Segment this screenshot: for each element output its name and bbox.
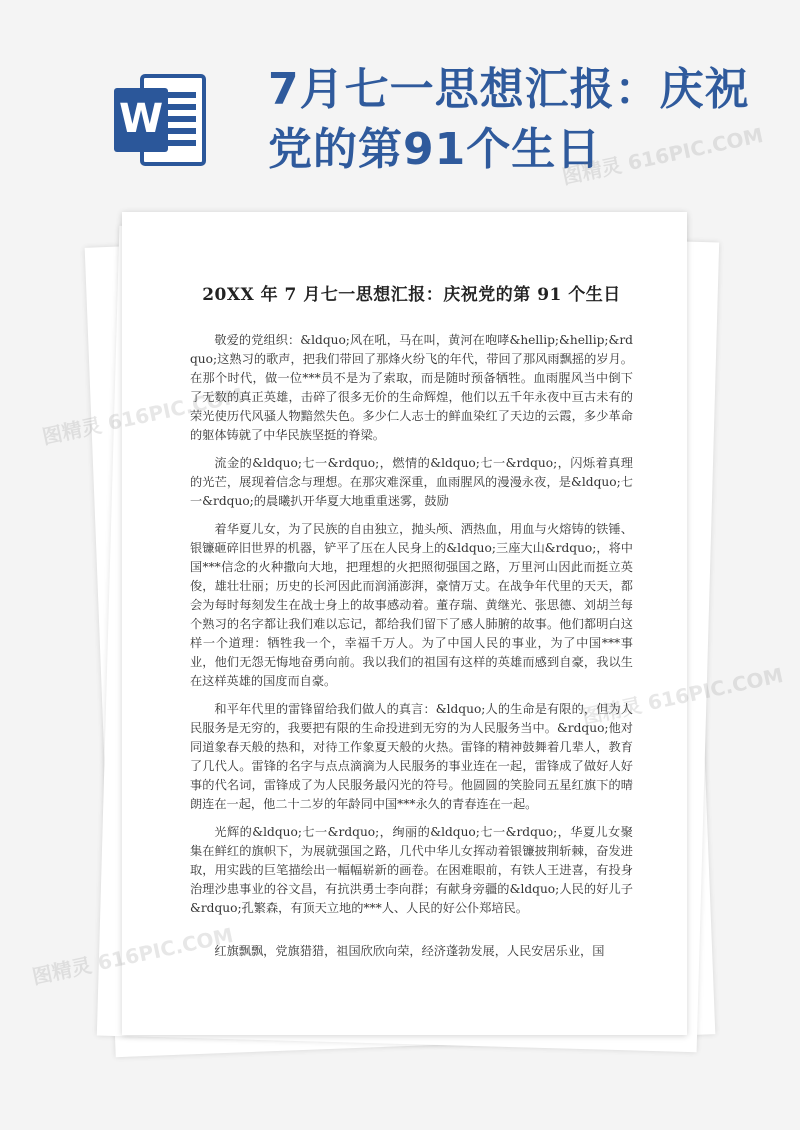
document-paragraph: 着华夏儿女，为了民族的自由独立，抛头颅、洒热血，用血与火熔铸的铁锤、银镰砸碎旧世界的机器，铲平了压在人民身上的&ldquo;三座大山&rdquo;，将中国***信念的火种撒向大地，把理想的火把照彻强国之路，万里河山因此而挺立英俊，雄壮壮丽；历史的长河因此而润涌澎湃，豪情万丈。在战争年代里的天天，都会为每时每刻发生在战士身上的故事感动着。董存瑞、黄继光、张思德、刘胡兰每个熟习的名字都让我们难以忘记，都给我们留下了感人肺腑的故事。他们都明白这样一个道理：牺牲我一个，幸福千万人。为了中国人民的事业，为了中国***事业，他们无怨无悔地奋勇向前。我以我们的祖国有这样的英雄而感到自豪，我以生在这样英雄的国度而自豪。: [190, 522, 633, 688]
watermark: 图精灵: [30, 953, 94, 989]
document-page: [122, 212, 687, 1035]
word-document-icon: [112, 70, 212, 170]
document-paragraph: 光辉的&ldquo;七一&rdquo;，绚丽的&ldquo;七一&rdquo;，华夏儿女聚集在鲜红的旗帜下，为展就强国之路，几代中华儿女挥动着银镰披荆斩棘，奋发进取，用实践的巨笔描绘出一幅幅崭新的画卷。在困难眼前，有铁人王进喜，有投身治理沙患事业的谷文昌，有抗洪勇士李向群；有献身旁疆的&ldquo;人民的好儿子&rdquo;孔繁森，有顶天立地的***人、人民的好公仆郑培民。: [190, 825, 633, 915]
document-title: 20XX 年 7 月七一思想汇报：庆祝党的第 91 个生日: [202, 285, 621, 305]
svg-text:W: W: [118, 96, 164, 142]
document-paragraph: 和平年代里的雷锋留给我们做人的真言：&ldquo;人的生命是有限的，但为人民服务是无穷的，我要把有限的生命投进到无穷的为人民服务当中。&rdquo;他对同道象春天般的热和，对待工作象夏天般的火热。雷锋的精神鼓舞着几辈人，教育了几代人。雷锋的名字与点点滴滴为人民服务的事业连在一起，雷锋成了做好人好事的代名词，雷锋成了为人民服务最闪光的符号。他圆圆的笑脸同五星红旗下的晴朗连在一起，他二十二岁的年龄同中国***永久的青春连在一起。: [190, 702, 633, 811]
document-paragraph: 流金的&ldquo;七一&rdquo;，燃情的&ldquo;七一&rdquo;，闪烁着真理的光芒，展现着信念与理想。在那灾难深重，血雨腥风的漫漫永夜，是&ldquo;七一&rdquo;的晨曦扒开华夏大地重重迷雾，鼓励: [190, 456, 633, 508]
watermark: 图精灵 616PIC.COM: [560, 122, 766, 189]
page-header: [0, 0, 800, 220]
header-title: 7月七一思想汇报：庆祝党的第91个生日: [268, 64, 750, 175]
document-paragraph: 红旗飘飘，党旗猎猎，祖国欣欣向荣，经济蓬勃发展，人民安居乐业，国: [214, 944, 605, 958]
watermark: 图精灵: [40, 413, 104, 449]
watermark: 616PIC.COM: [645, 662, 786, 716]
document-paragraph: 敬爱的党组织：&ldquo;风在吼，马在叫，黄河在咆哮&hellip;&hellip;&rdquo;这熟习的歌声，把我们带回了那烽火纷飞的年代，带回了那风雨飘摇的岁月。在那个时代，做一位***员不是为了索取，而是随时预备牺牲。血雨腥风当中倒下了无数的真正英雄，击碎了很多无价的生命辉煌，他们以五千年永夜中亘古未有的荣光使历代风骚人物黯然失色。多少仁人志士的鲜血染红了天边的云霞，多少革命的躯体铸就了中华民族坚挺的脊梁。: [190, 333, 633, 442]
